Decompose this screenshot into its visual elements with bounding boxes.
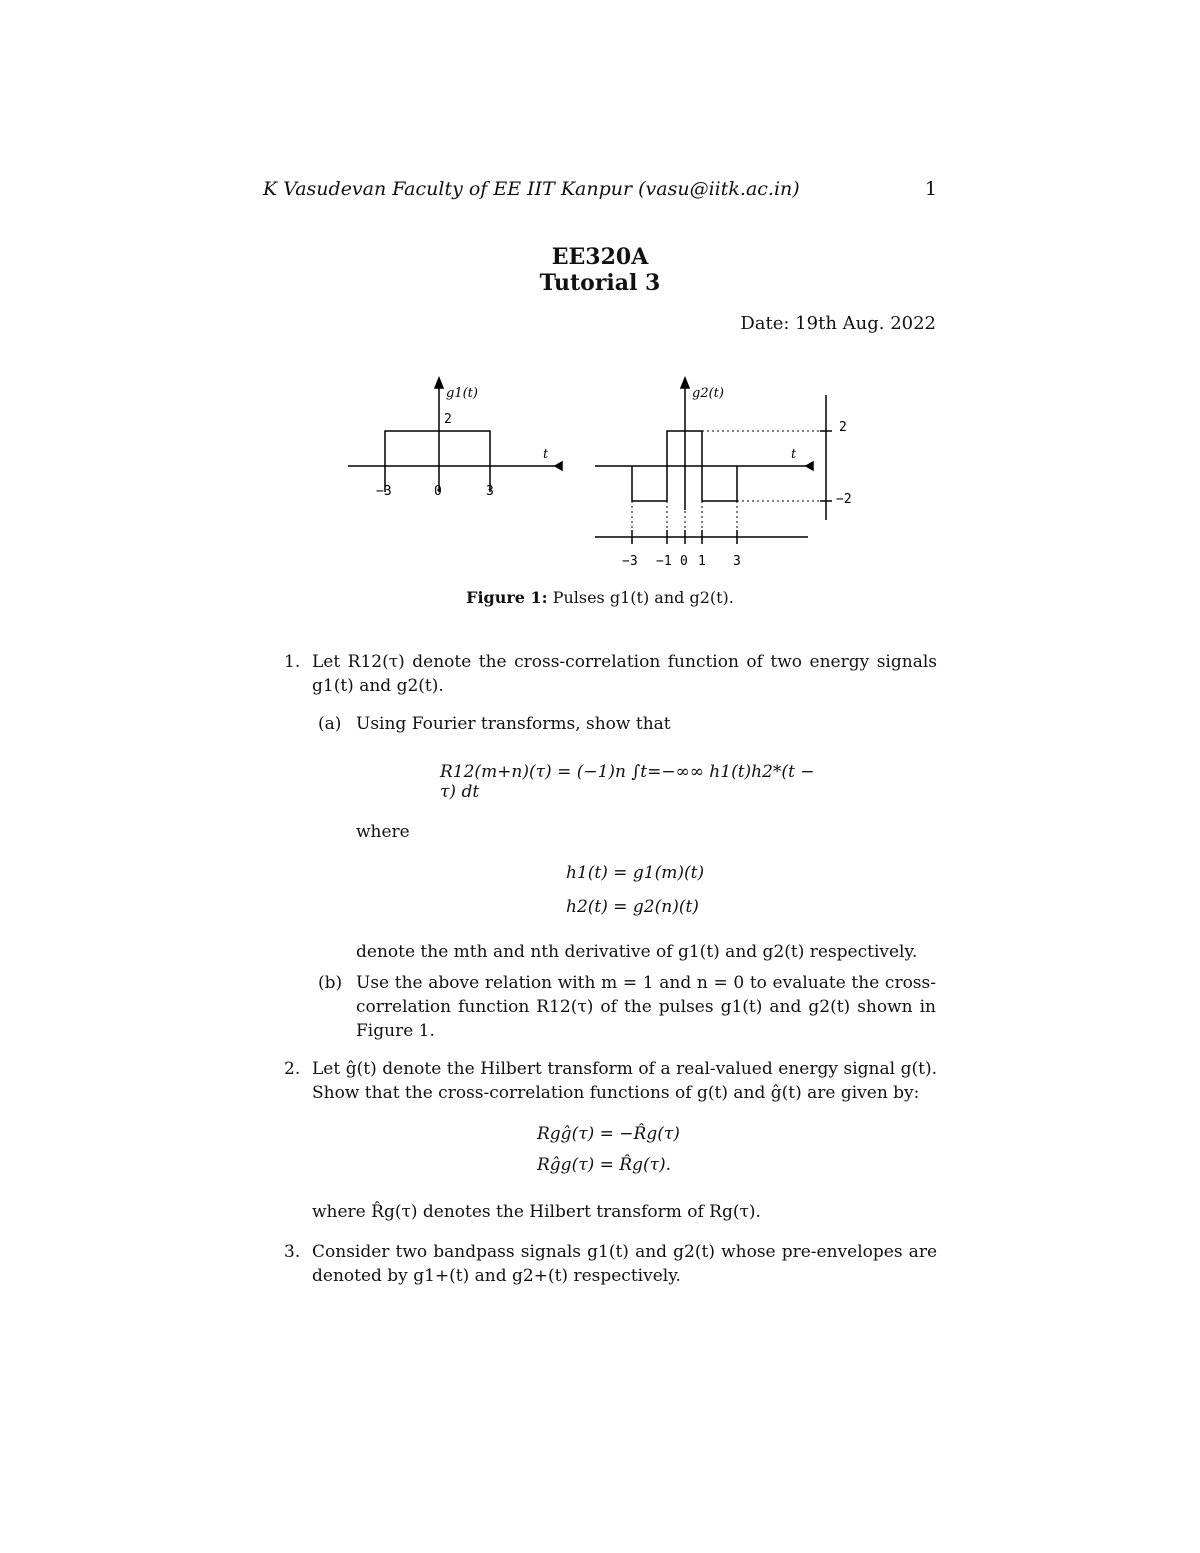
- g2-label: g2(t): [692, 386, 724, 401]
- g2-tick-neg1: −1: [656, 554, 672, 569]
- q2-eq1: Rgĝ(τ) = −R̂g(τ): [537, 1124, 680, 1144]
- g1-tick-3: 3: [486, 484, 494, 499]
- date-line: Date: 19th Aug. 2022: [740, 313, 936, 334]
- g1-t-label: t: [543, 447, 549, 462]
- q1-number: 1.: [284, 652, 301, 672]
- g2-tick-0: 0: [680, 554, 688, 569]
- caption-text: Pulses g1(t) and g2(t).: [552, 588, 734, 607]
- g2-amp-neg: −2: [836, 492, 852, 507]
- q2-eq2: Rĝg(τ) = R̂g(τ).: [537, 1155, 672, 1175]
- g1-y-arrow: [435, 378, 443, 388]
- course-title: EE320A: [551, 244, 649, 270]
- q2-text: Let ĝ(t) denote the Hilbert transform of a real-valued energy signal g(t). Show that the cross-correlation functions of g(t) and ĝ(t) are given by:: [312, 1059, 937, 1103]
- q3-number: 3.: [284, 1242, 301, 1262]
- page-number: 1: [924, 178, 937, 200]
- g2-t-arrow: [806, 462, 813, 470]
- figure-caption: [0, 588, 1200, 607]
- q1a-label: (a): [318, 714, 342, 734]
- g1-tick-0: 0: [434, 484, 442, 499]
- q1b-text: Use the above relation with m = 1 and n = 0 to evaluate the cross-correlation function R12(τ) of the pulses g1(t) and g2(t) shown in Figure 1.: [356, 973, 936, 1041]
- g1-label: g1(t): [446, 386, 478, 401]
- q1-eq-h2: h2(t) = g2(n)(t): [566, 897, 699, 917]
- g2-tick-1: 1: [698, 554, 706, 569]
- q1-where: where: [356, 822, 410, 842]
- q1a-text: Using Fourier transforms, show that: [356, 714, 671, 734]
- g2-dotted-guides: [632, 431, 826, 530]
- g2-t-label: t: [791, 447, 797, 462]
- g1-tick-neg3: −3: [376, 484, 392, 499]
- g2-plot: [595, 378, 832, 544]
- q1-main-equation: R12(m+n)(τ) = (−1)n ∫t=−∞∞ h1(t)h2*(t − τ) dt: [440, 762, 815, 802]
- page-header-author: K Vasudevan Faculty of EE IIT Kanpur (vasu@iitk.ac.in): [263, 178, 800, 200]
- figure-pulses: [340, 370, 880, 575]
- q3-text: Consider two bandpass signals g1(t) and g2(t) whose pre-envelopes are denoted by g1+(t) and g2+(t) respectively.: [312, 1242, 937, 1286]
- q1-text: Let R12(τ) denote the cross-correlation function of two energy signals g1(t) and g2(t).: [312, 652, 937, 696]
- g2-tick-3: 3: [733, 554, 741, 569]
- q1-eq-h1: h1(t) = g1(m)(t): [566, 863, 705, 883]
- q1b-label: (b): [318, 973, 343, 993]
- g1-amp-label: 2: [444, 412, 452, 427]
- tutorial-title: Tutorial 3: [539, 270, 661, 296]
- q1-denote-text: denote the mth and nth derivative of g1(t) and g2(t) respectively.: [356, 942, 918, 962]
- g1-t-arrow: [555, 462, 562, 470]
- g1-pulse: [385, 431, 490, 492]
- g2-tick-neg3: −3: [622, 554, 638, 569]
- caption-label: Figure 1:: [466, 588, 548, 607]
- g2-y-arrow: [681, 378, 689, 388]
- q2-number: 2.: [284, 1059, 301, 1079]
- g2-amp-pos: 2: [839, 420, 847, 435]
- q2-where-text: where R̂g(τ) denotes the Hilbert transform of Rg(τ).: [312, 1202, 761, 1222]
